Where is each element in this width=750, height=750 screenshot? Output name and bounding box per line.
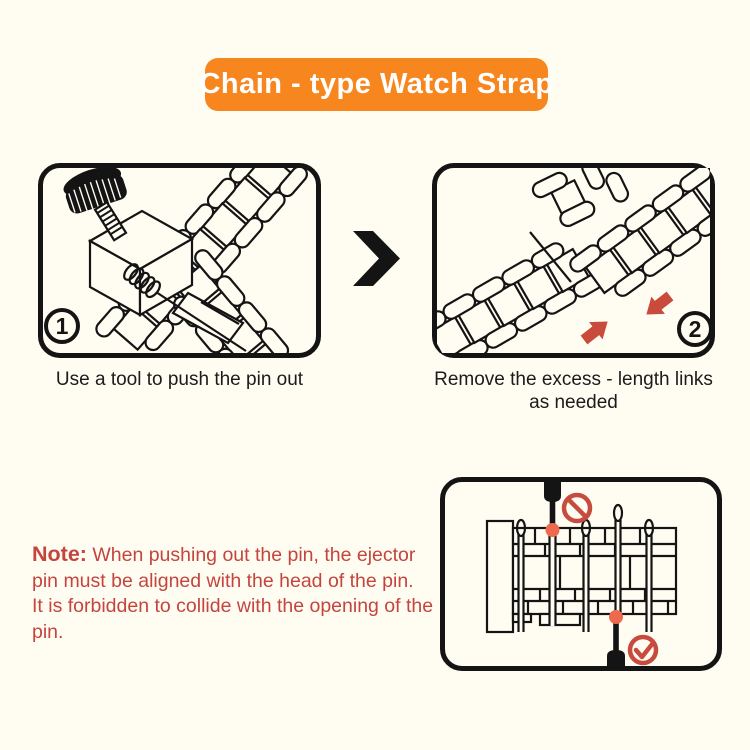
checkmark-icon	[630, 637, 656, 663]
separated-links-illustration	[437, 168, 710, 353]
step2-caption	[428, 368, 719, 414]
tool-knob	[60, 168, 129, 216]
link-remover-tool-illustration	[43, 168, 316, 353]
note-line3: It is forbidden to collide with the opening of the pin.	[32, 595, 434, 643]
pin-alignment-illustration	[445, 482, 717, 666]
step2-caption-line2: as needed	[529, 392, 618, 413]
alignment-panel	[440, 477, 722, 671]
title-banner	[199, 58, 554, 111]
removal-arrow-icon	[577, 313, 614, 349]
step1-caption: Use a tool to push the pin out	[55, 369, 304, 390]
note-text	[32, 542, 452, 645]
note-line2: pin must be aligned with the head of the pin.	[32, 569, 414, 592]
step2-panel	[432, 163, 715, 358]
prohibition-icon	[564, 495, 590, 521]
next-step-arrow-icon	[353, 231, 401, 287]
ejector-bottom	[607, 623, 625, 666]
note-line1: When pushing out the pin, the ejector	[86, 544, 416, 566]
removed-link	[530, 168, 630, 235]
step1-panel	[38, 163, 321, 358]
note-label: Note:	[32, 542, 87, 566]
step2-badge: 2	[677, 311, 713, 347]
page-title: Chain - type Watch Strap	[199, 68, 554, 100]
contact-dot	[609, 610, 623, 624]
step1-badge: 1	[44, 308, 80, 344]
step2-caption-line1: Remove the excess - length links	[434, 369, 713, 390]
contact-dot	[546, 523, 560, 537]
removal-arrow-icon	[640, 287, 677, 323]
